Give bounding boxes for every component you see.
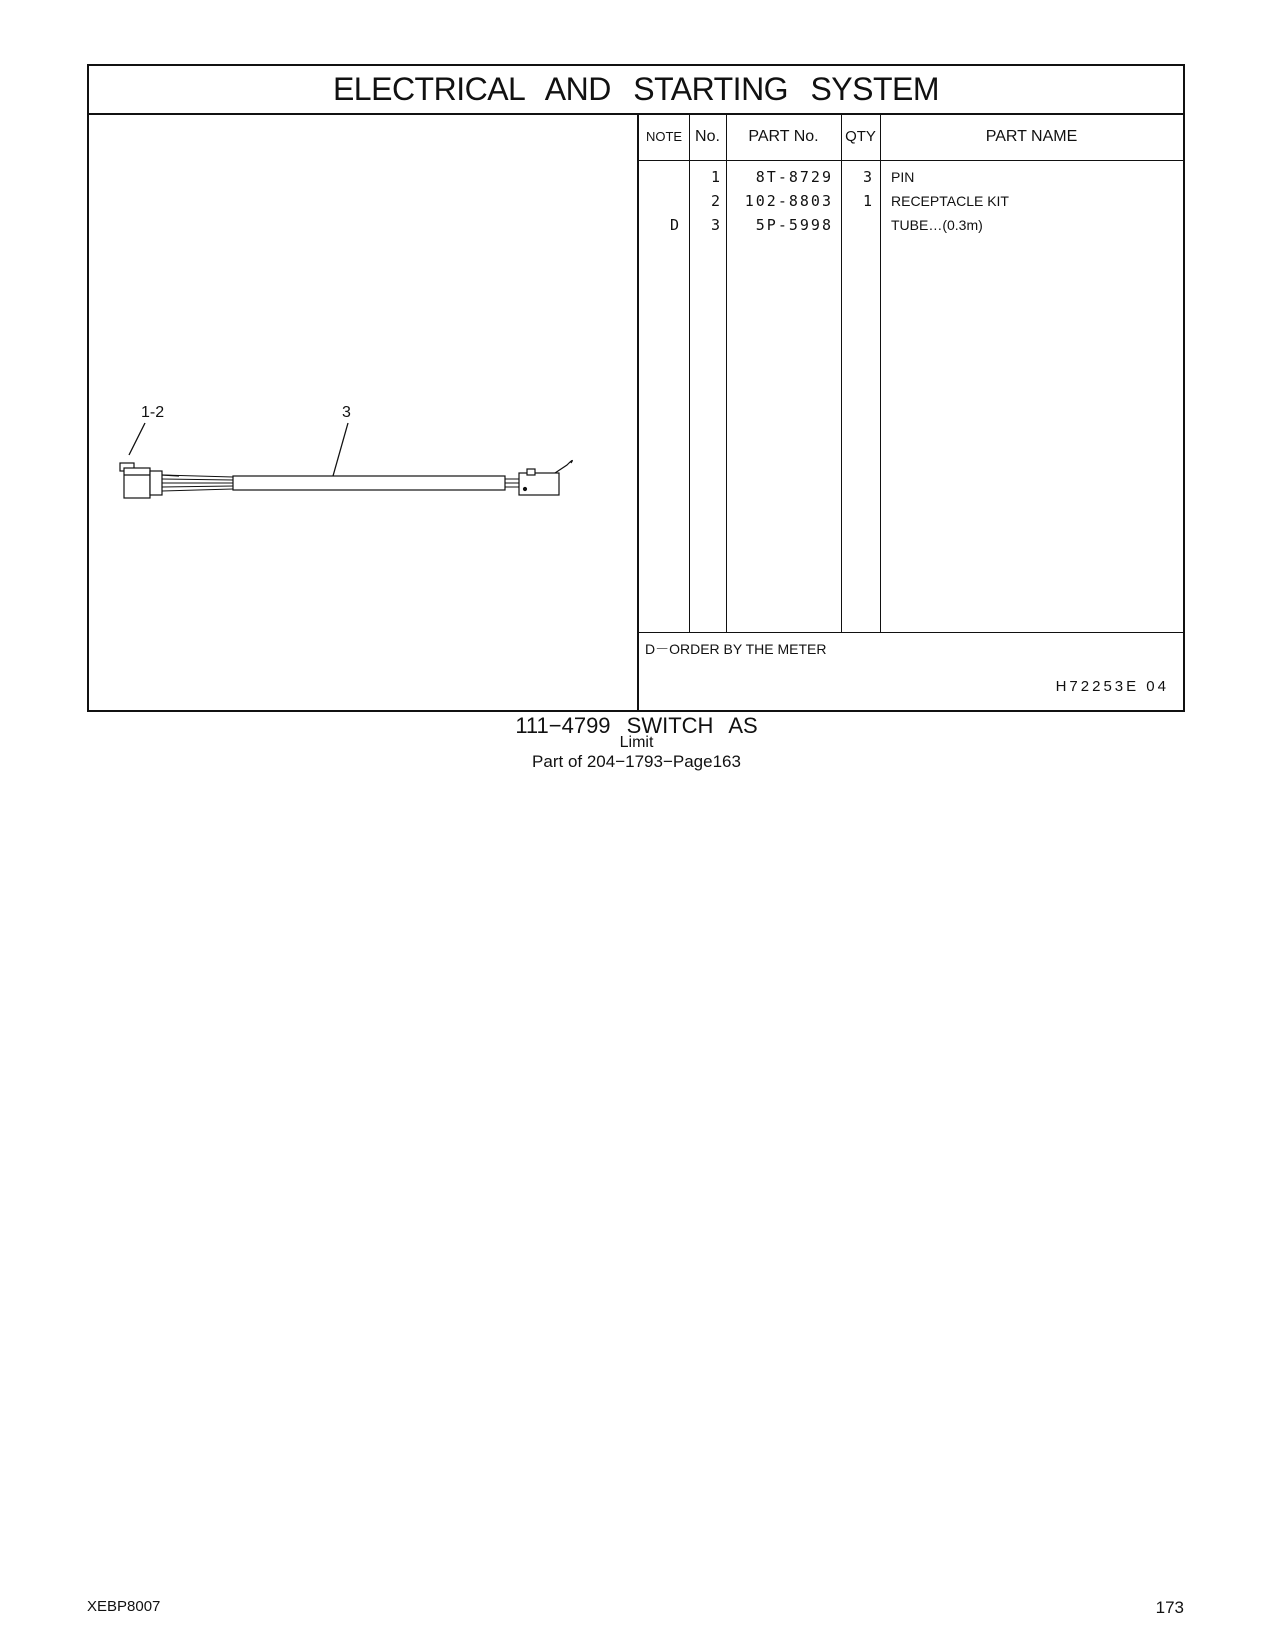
switch-leads xyxy=(505,479,519,487)
table-row xyxy=(639,165,1183,189)
assembly-title: 111−4799 SWITCH AS xyxy=(515,713,758,738)
leader-line-1-2 xyxy=(129,423,145,455)
parts-frame xyxy=(87,64,1185,712)
row-part-no: 8T-8729 xyxy=(755,168,833,186)
assembly-subtitle: Limit xyxy=(619,734,654,751)
row-part-name: PIN xyxy=(891,169,915,185)
assembly-parent-ref: Part of 204−1793−Page163 xyxy=(532,752,741,771)
parts-table xyxy=(637,113,1183,710)
harness-illustration xyxy=(89,113,637,710)
header-qty: QTY xyxy=(845,128,876,145)
row-item-no: 2 xyxy=(710,192,720,210)
document-id: XEBP8007 xyxy=(87,1598,161,1615)
wire-bundle xyxy=(162,475,233,491)
row-note xyxy=(639,165,679,189)
row-part-no: 5P-5998 xyxy=(755,216,833,234)
limit-switch xyxy=(519,460,572,495)
callout-1-2: 1-2 xyxy=(141,404,165,421)
section-title: ELECTRICAL AND STARTING SYSTEM xyxy=(89,66,1183,115)
row-part-name: TUBE…(0.3m) xyxy=(891,217,983,233)
harness-drawing xyxy=(89,113,637,710)
header-part-no: PART No. xyxy=(748,128,819,145)
drawing-code: H72253E 04 xyxy=(1055,678,1169,695)
header-divider xyxy=(639,160,1183,161)
header-no: No. xyxy=(695,128,720,145)
tube xyxy=(233,476,505,490)
row-qty: 1 xyxy=(862,192,872,210)
page-number: 173 xyxy=(1155,1598,1184,1617)
table-footer-divider xyxy=(639,632,1183,633)
row-note xyxy=(639,189,679,213)
row-note: D xyxy=(669,216,679,234)
table-row xyxy=(639,189,1183,213)
callout-3: 3 xyxy=(342,404,351,421)
table-row xyxy=(639,213,1183,237)
row-qty: 3 xyxy=(862,168,872,186)
leader-line-3 xyxy=(333,423,348,476)
row-item-no: 1 xyxy=(710,168,720,186)
row-item-no: 3 xyxy=(710,216,720,234)
order-footnote: D－ORDER BY THE METER xyxy=(645,641,827,657)
connector-left xyxy=(120,463,179,498)
header-part-name: PART NAME xyxy=(985,128,1078,145)
row-part-name: RECEPTACLE KIT xyxy=(891,193,1009,209)
header-note: NOTE xyxy=(645,129,683,144)
row-part-no: 102-8803 xyxy=(744,192,833,210)
row-qty xyxy=(841,213,872,237)
